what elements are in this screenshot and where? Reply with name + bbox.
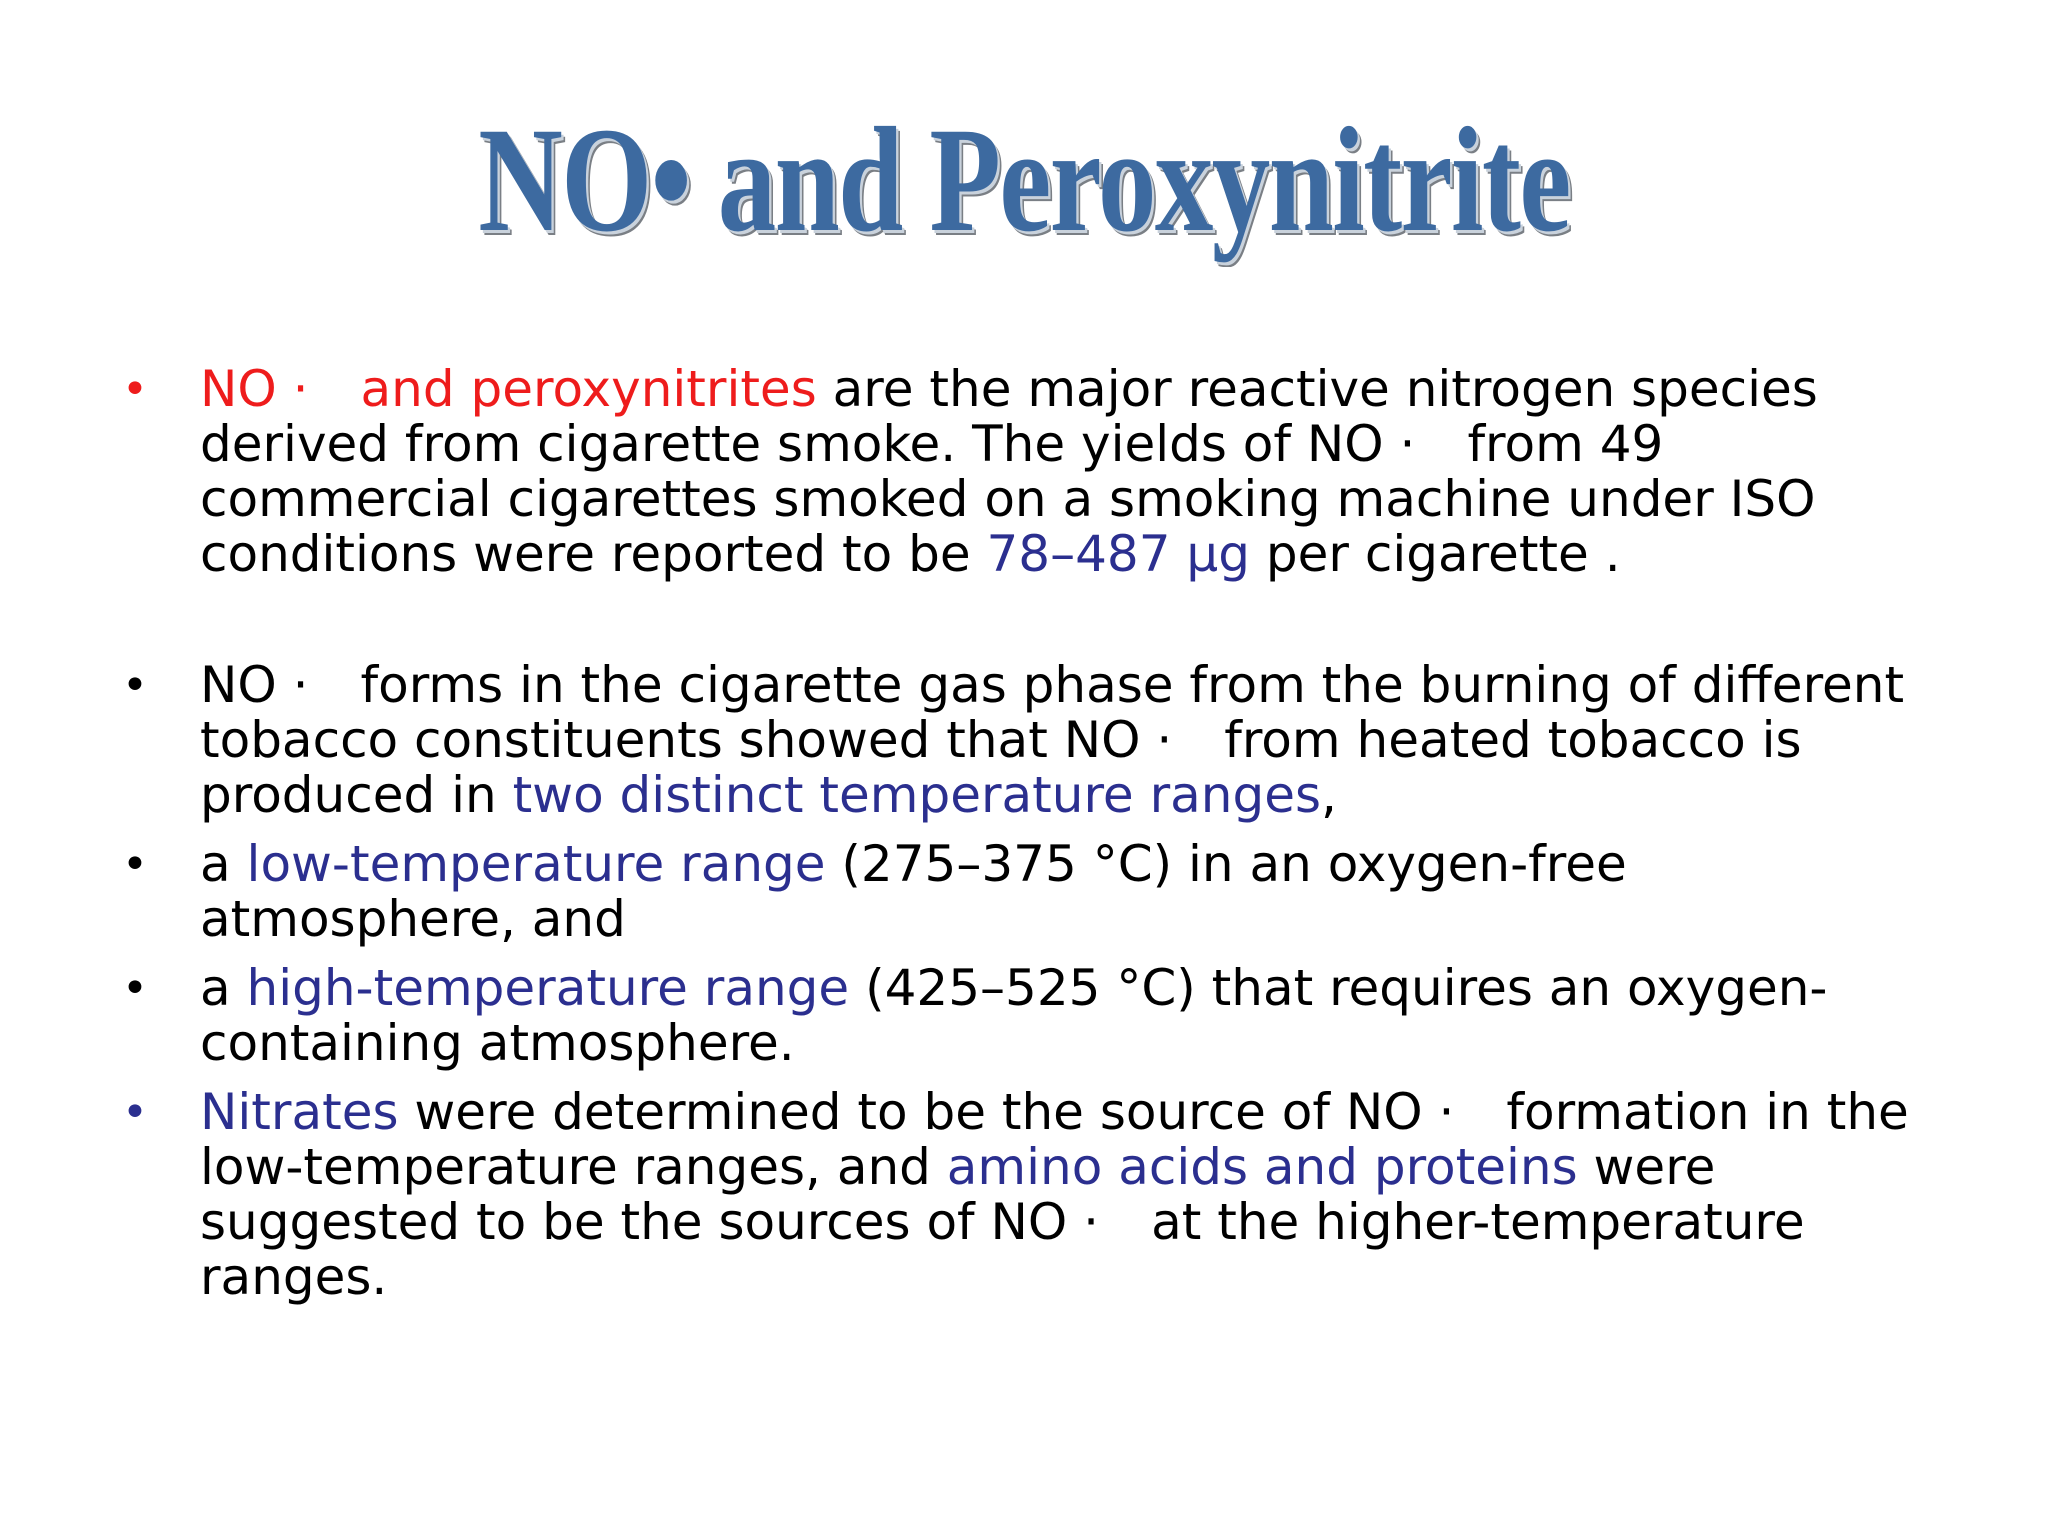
bullet-dot: • — [122, 364, 148, 415]
bullet-2-text-5: , — [1321, 766, 1337, 824]
bullet-5-text-6: at the higher-temperature ranges. — [200, 1193, 1805, 1306]
bullet-5-text-1: Nitrates — [200, 1083, 399, 1141]
bullet-1-text-2: and peroxynitrites — [360, 360, 817, 418]
bullet-list — [120, 362, 1950, 1305]
bullet-1-text-6: per cigarette . — [1250, 525, 1621, 583]
bullet-dot: • — [122, 839, 148, 890]
slide-title: NO• and Peroxynitrite — [478, 97, 1570, 263]
bullet-2-text-2: forms in the cigarette gas phase from the burning of different tobacco constituents showed that NO · — [200, 656, 1905, 769]
bullet-5-text-5: were suggested to be the sources of NO · — [200, 1138, 1716, 1251]
bullet-5-text-3: formation in the low-temperature ranges, and — [200, 1083, 1909, 1196]
bullet-dot: • — [122, 963, 148, 1014]
bullet-3-text-2: low-temperature range — [246, 835, 826, 893]
bullet-item-4 — [120, 961, 1950, 1071]
bullet-item-2 — [120, 658, 1950, 823]
bullet-1-text-4: from 49 commercial cigarettes smoked on a smoking machine under ISO conditions were reported to be — [200, 415, 1816, 583]
bullet-2-text-4: two distinct temperature ranges — [512, 766, 1322, 824]
bullet-4-text-1: a — [200, 959, 247, 1017]
bullet-5-text-2: were determined to be the source of NO · — [398, 1083, 1455, 1141]
bullet-4-text-2: high-temperature range — [246, 959, 850, 1017]
bullet-item-1 — [120, 362, 1950, 582]
bullet-3-text-3: (275–375 °C) in an oxygen-free atmosphere, and — [200, 835, 1627, 948]
bullet-2-text-1: NO · — [200, 656, 309, 714]
bullet-dot: • — [122, 1087, 148, 1138]
bullet-item-5 — [120, 1085, 1950, 1305]
bullet-1-text-1: NO · — [200, 360, 309, 418]
bullet-4-text-3: (425–525 °C) that requires an oxygen-containing atmosphere. — [200, 959, 1828, 1072]
bullet-1-text-3: are the major reactive nitrogen species derived from cigarette smoke. The yields of NO · — [200, 360, 1818, 473]
bullet-dot: • — [122, 660, 148, 711]
bullet-3-text-1: a — [200, 835, 247, 893]
bullet-1-text-5: 78–487 μg — [986, 525, 1250, 583]
bullet-5-text-4: amino acids and proteins — [946, 1138, 1578, 1196]
bullet-2-text-3: from heated tobacco is produced in — [200, 711, 1802, 824]
bullet-item-3 — [120, 837, 1950, 947]
